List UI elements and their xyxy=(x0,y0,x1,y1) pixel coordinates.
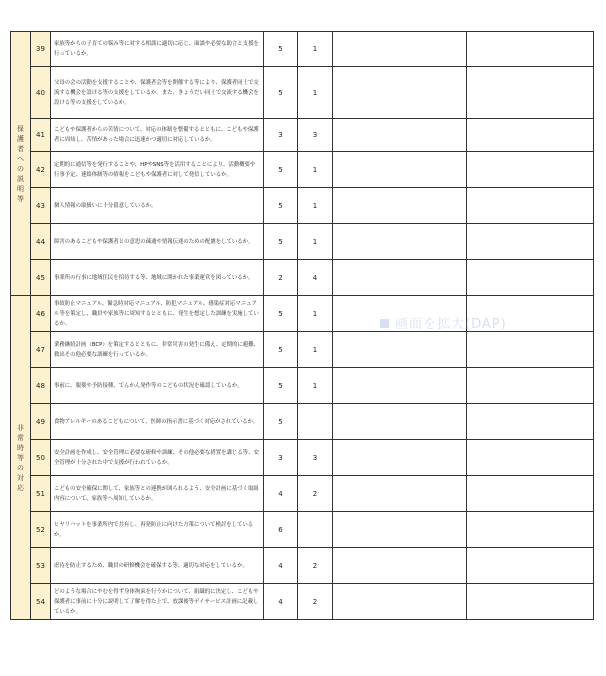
item-number: 51 xyxy=(31,476,51,512)
item-text: 事故防止マニュアル、緊急時対応マニュアル、防犯マニュアル、感染症対応マニュアル等を策定し、職員や家族等に周知するとともに、発生を想定した訓練を実施しているか。 xyxy=(51,296,264,332)
table-row xyxy=(11,332,594,368)
item-text: 障害のあるこどもや保護者との意思の疎通や情報伝達のための配慮をしているか。 xyxy=(51,224,264,260)
table-row xyxy=(11,260,594,296)
count-a: 3 xyxy=(264,440,298,476)
table-row xyxy=(11,440,594,476)
count-a: 4 xyxy=(264,584,298,620)
count-a: 4 xyxy=(264,476,298,512)
count-a: 5 xyxy=(264,332,298,368)
blank-cell-1 xyxy=(333,440,467,476)
item-number: 41 xyxy=(31,119,51,152)
category-char: の xyxy=(17,463,24,472)
category-char: へ xyxy=(17,154,24,163)
blank-cell-2 xyxy=(467,32,594,67)
count-a: 5 xyxy=(264,404,298,440)
count-b: 4 xyxy=(298,260,333,296)
item-text: 定期的に通信等を発行することや、HPやSNS等を活用することにより、活動概要や行事予定、連絡体制等の情報をこどもや保護者に対して発信しているか。 xyxy=(51,152,264,188)
category-char: 対 xyxy=(17,473,24,482)
item-text: 食物アレルギーのあるこどもについて、医師の指示書に基づく対応がされているか。 xyxy=(51,404,264,440)
blank-cell-1 xyxy=(333,152,467,188)
item-text: 父母の会の活動を支援することや、保護者会等を開催する等により、保護者同士で交流する機会を設ける等の支援をしているか。また、きょうだい同士で交流する機会を設ける等の支援をしているか。 xyxy=(51,67,264,119)
item-number: 53 xyxy=(31,548,51,584)
count-a: 6 xyxy=(264,512,298,548)
blank-cell-1 xyxy=(333,32,467,67)
item-number: 40 xyxy=(31,67,51,119)
item-number: 42 xyxy=(31,152,51,188)
blank-cell-1 xyxy=(333,476,467,512)
category-char: 護 xyxy=(17,134,24,143)
watermark-icon xyxy=(380,319,389,328)
item-number: 54 xyxy=(31,584,51,620)
blank-cell-2 xyxy=(467,119,594,152)
category-char: 非 xyxy=(17,423,24,432)
blank-cell-2 xyxy=(467,67,594,119)
count-a: 5 xyxy=(264,296,298,332)
watermark-text: 画面を拡大(DAP) xyxy=(395,317,507,332)
count-b: 3 xyxy=(298,440,333,476)
item-number: 48 xyxy=(31,368,51,404)
category-char: 等 xyxy=(17,194,24,203)
category-char: の xyxy=(17,164,24,173)
blank-cell-1 xyxy=(333,404,467,440)
item-text: どのような場合にやむを得ず身体拘束を行うかについて、組織的に決定し、こどもや保護者に事前に十分に説明して了解を得た上で、放課後等デイサービス計画に記載しているか。 xyxy=(51,584,264,620)
blank-cell-2 xyxy=(467,404,594,440)
count-b xyxy=(298,404,333,440)
category-char: 者 xyxy=(17,144,24,153)
item-number: 52 xyxy=(31,512,51,548)
table-row xyxy=(11,476,594,512)
count-b: 1 xyxy=(298,224,333,260)
count-b: 1 xyxy=(298,296,333,332)
item-number: 45 xyxy=(31,260,51,296)
count-b xyxy=(298,512,333,548)
blank-cell-2 xyxy=(467,224,594,260)
blank-cell-1 xyxy=(333,224,467,260)
count-a: 5 xyxy=(264,224,298,260)
category-char: 常 xyxy=(17,433,24,442)
count-a: 2 xyxy=(264,260,298,296)
blank-cell-1 xyxy=(333,368,467,404)
table-row xyxy=(11,404,594,440)
item-text: 個人情報の取扱いに十分留意しているか。 xyxy=(51,188,264,224)
table-row xyxy=(11,188,594,224)
blank-cell-2 xyxy=(467,548,594,584)
item-text: ヒヤリハットを事業所内で共有し、再発防止に向けた方策について検討をしているか。 xyxy=(51,512,264,548)
count-b: 1 xyxy=(298,152,333,188)
item-number: 43 xyxy=(31,188,51,224)
table-row xyxy=(11,224,594,260)
category-char: 説 xyxy=(17,174,24,183)
count-a: 5 xyxy=(264,67,298,119)
count-b: 3 xyxy=(298,119,333,152)
table-row xyxy=(11,368,594,404)
count-a: 5 xyxy=(264,368,298,404)
blank-cell-1 xyxy=(333,512,467,548)
blank-cell-1 xyxy=(333,548,467,584)
blank-cell-1 xyxy=(333,260,467,296)
item-text: 業務継続計画（BCP）を策定するとともに、非常災害の発生に備え、定期的に避難、救出その他必要な訓練を行っているか。 xyxy=(51,332,264,368)
watermark xyxy=(380,313,507,332)
blank-cell-2 xyxy=(467,152,594,188)
blank-cell-2 xyxy=(467,332,594,368)
table-row xyxy=(11,548,594,584)
table-row xyxy=(11,119,594,152)
blank-cell-2 xyxy=(467,188,594,224)
category-char: 等 xyxy=(17,453,24,462)
count-b: 1 xyxy=(298,67,333,119)
blank-cell-1 xyxy=(333,119,467,152)
item-text: 虐待を防止するため、職員の研修機会を確保する等、適切な対応をしているか。 xyxy=(51,548,264,584)
category-char: 時 xyxy=(17,443,24,452)
item-number: 46 xyxy=(31,296,51,332)
count-b: 1 xyxy=(298,32,333,67)
count-b: 2 xyxy=(298,476,333,512)
count-a: 4 xyxy=(264,548,298,584)
blank-cell-1 xyxy=(333,67,467,119)
item-number: 50 xyxy=(31,440,51,476)
category-cell-guardian xyxy=(11,32,31,296)
item-text: 事前に、服薬や予防接種、てんかん発作等のこどもの状況を確認しているか。 xyxy=(51,368,264,404)
table-row xyxy=(11,512,594,548)
count-b: 2 xyxy=(298,584,333,620)
item-text: 事業所の行事に地域住民を招待する等、地域に開かれた事業運営を図っているか。 xyxy=(51,260,264,296)
blank-cell-1 xyxy=(333,584,467,620)
item-number: 39 xyxy=(31,32,51,67)
count-a: 5 xyxy=(264,32,298,67)
blank-cell-2 xyxy=(467,260,594,296)
count-b: 1 xyxy=(298,332,333,368)
item-text: こどもの安全確保に関して、家族等との連携が図られるよう、安全計画に基づく取組内容について、家族等へ周知しているか。 xyxy=(51,476,264,512)
blank-cell-2 xyxy=(467,440,594,476)
blank-cell-2 xyxy=(467,368,594,404)
blank-cell-1 xyxy=(333,332,467,368)
item-number: 47 xyxy=(31,332,51,368)
count-a: 5 xyxy=(264,188,298,224)
count-b: 1 xyxy=(298,188,333,224)
blank-cell-1 xyxy=(333,188,467,224)
table-row xyxy=(11,32,594,67)
item-text: 安全計画を作成し、安全管理に必要な研修や訓練、その他必要な措置を講じる等、安全管理が十分された中で支援が行われているか。 xyxy=(51,440,264,476)
blank-cell-2 xyxy=(467,476,594,512)
category-cell-emergency xyxy=(11,296,31,620)
blank-cell-2 xyxy=(467,584,594,620)
table-row xyxy=(11,67,594,119)
count-b: 1 xyxy=(298,368,333,404)
count-b: 2 xyxy=(298,548,333,584)
item-text: 家族等からの子育ての悩み等に対する相談に適切に応じ、面談や必要な助言と支援を行っているか。 xyxy=(51,32,264,67)
item-text: こどもや保護者からの苦情について、対応の体制を整備するとともに、こどもや保護者に周知し、苦情があった場合に迅速かつ適切に対応しているか。 xyxy=(51,119,264,152)
blank-cell-2 xyxy=(467,512,594,548)
table-row xyxy=(11,584,594,620)
category-char: 応 xyxy=(17,483,24,492)
item-number: 49 xyxy=(31,404,51,440)
category-char: 保 xyxy=(17,124,24,133)
count-a: 3 xyxy=(264,119,298,152)
count-a: 5 xyxy=(264,152,298,188)
category-char: 明 xyxy=(17,184,24,193)
table-row xyxy=(11,152,594,188)
item-number: 44 xyxy=(31,224,51,260)
